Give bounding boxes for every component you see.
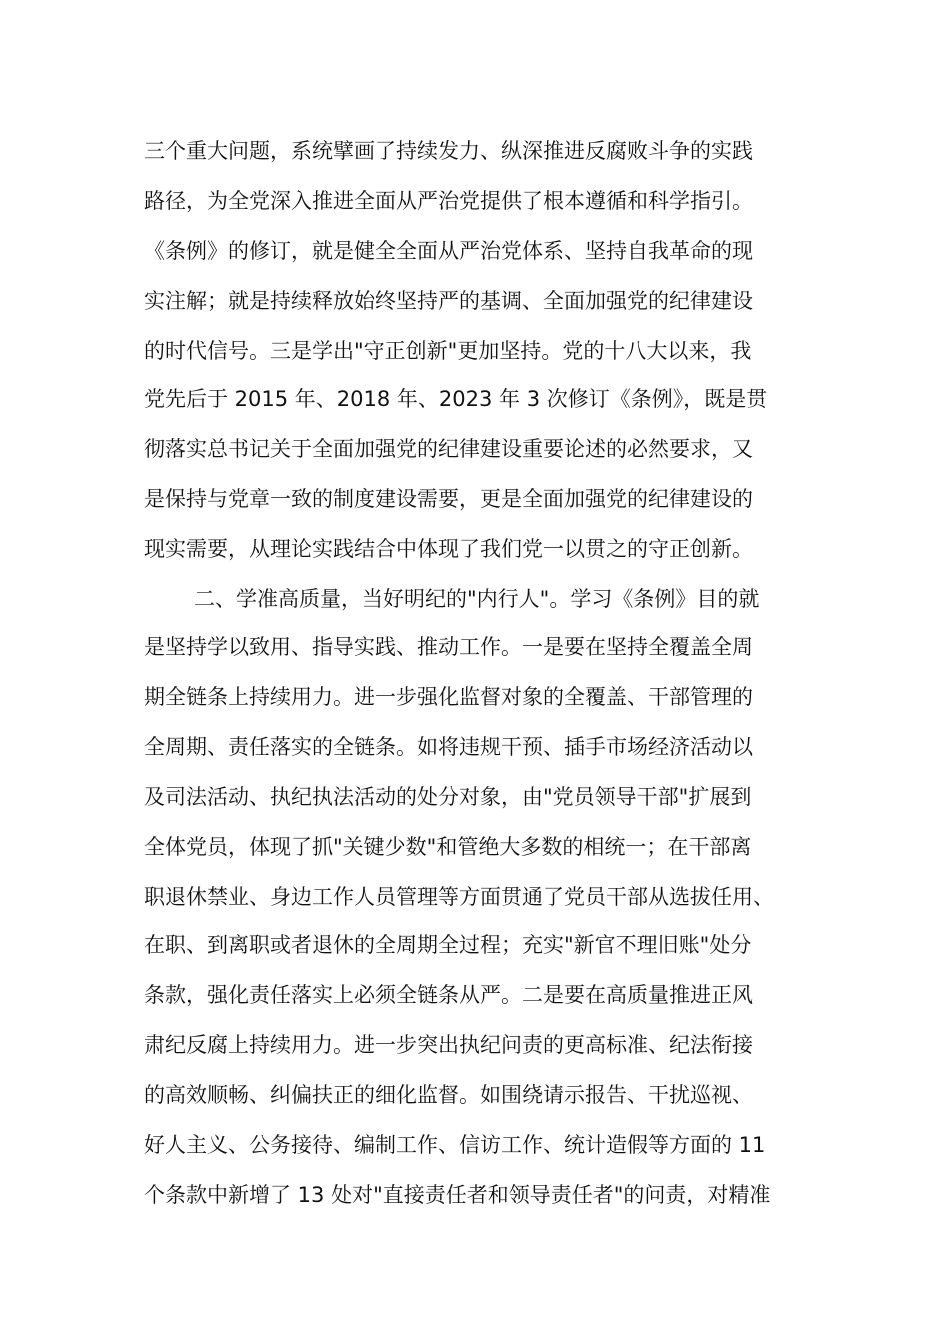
text-line: 条款，强化责任落实上必须全链条从严。二是要在高质量推进正风 [144, 983, 753, 1007]
text-line: 实注解；就是持续释放始终坚持严的基调、全面加强党的纪律建设 [144, 289, 753, 313]
text-line: 好人主义、公务接待、编制工作、信访工作、统计造假等方面的 11 [144, 1133, 766, 1157]
text-line: 肃纪反腐上持续用力。进一步突出执纪问责的更高标准、纪法衔接 [144, 1033, 753, 1057]
text-line: 路径，为全党深入推进全面从严治党提供了根本遵循和科学指引。 [144, 189, 753, 213]
text-line: 个条款中新增了 13 处对"直接责任者和领导责任者"的问责，对精准 [144, 1183, 771, 1207]
text-line: 的时代信号。三是学出"守正创新"更加坚持。党的十八大以来，我 [144, 339, 752, 363]
text-line: 《条例》的修订，就是健全全面从严治党体系、坚持自我革命的现 [144, 239, 753, 263]
text-line: 及司法活动、执纪执法活动的处分对象，由"党员领导干部"扩展到 [144, 785, 752, 809]
text-line: 是坚持学以致用、指导实践、推动工作。一是要在坚持全覆盖全周 [144, 635, 753, 659]
text-line: 全体党员，体现了抓"关键少数"和管绝大多数的相统一；在干部离 [144, 835, 752, 859]
text-line: 的高效顺畅、纠偏扶正的细化监督。如围绕请示报告、干扰巡视、 [144, 1083, 753, 1107]
text-line: 彻落实总书记关于全面加强党的纪律建设重要论述的必然要求，又 [144, 437, 753, 461]
text-line: 现实需要，从理论实践结合中体现了我们党一以贯之的守正创新。 [144, 537, 753, 561]
text-line: 职退休禁业、身边工作人员管理等方面贯通了党员干部从选拔任用、 [144, 885, 774, 909]
text-line: 党先后于 2015 年、2018 年、2023 年 3 次修订《条例》，既是贯 [144, 387, 768, 411]
text-line: 在职、到离职或者退休的全周期全过程；充实"新官不理旧账"处分 [144, 933, 752, 957]
text-line: 期全链条上持续用力。进一步强化监督对象的全覆盖、干部管理的 [144, 685, 753, 709]
paragraph-start-line: 二、学准高质量，当好明纪的"内行人"。学习《条例》目的就 [194, 587, 760, 611]
text-line: 全周期、责任落实的全链条。如将违规干预、插手市场经济活动以 [144, 735, 753, 759]
text-line: 三个重大问题，系统擘画了持续发力、纵深推进反腐败斗争的实践 [144, 139, 753, 163]
text-line: 是保持与党章一致的制度建设需要，更是全面加强党的纪律建设的 [144, 487, 753, 511]
